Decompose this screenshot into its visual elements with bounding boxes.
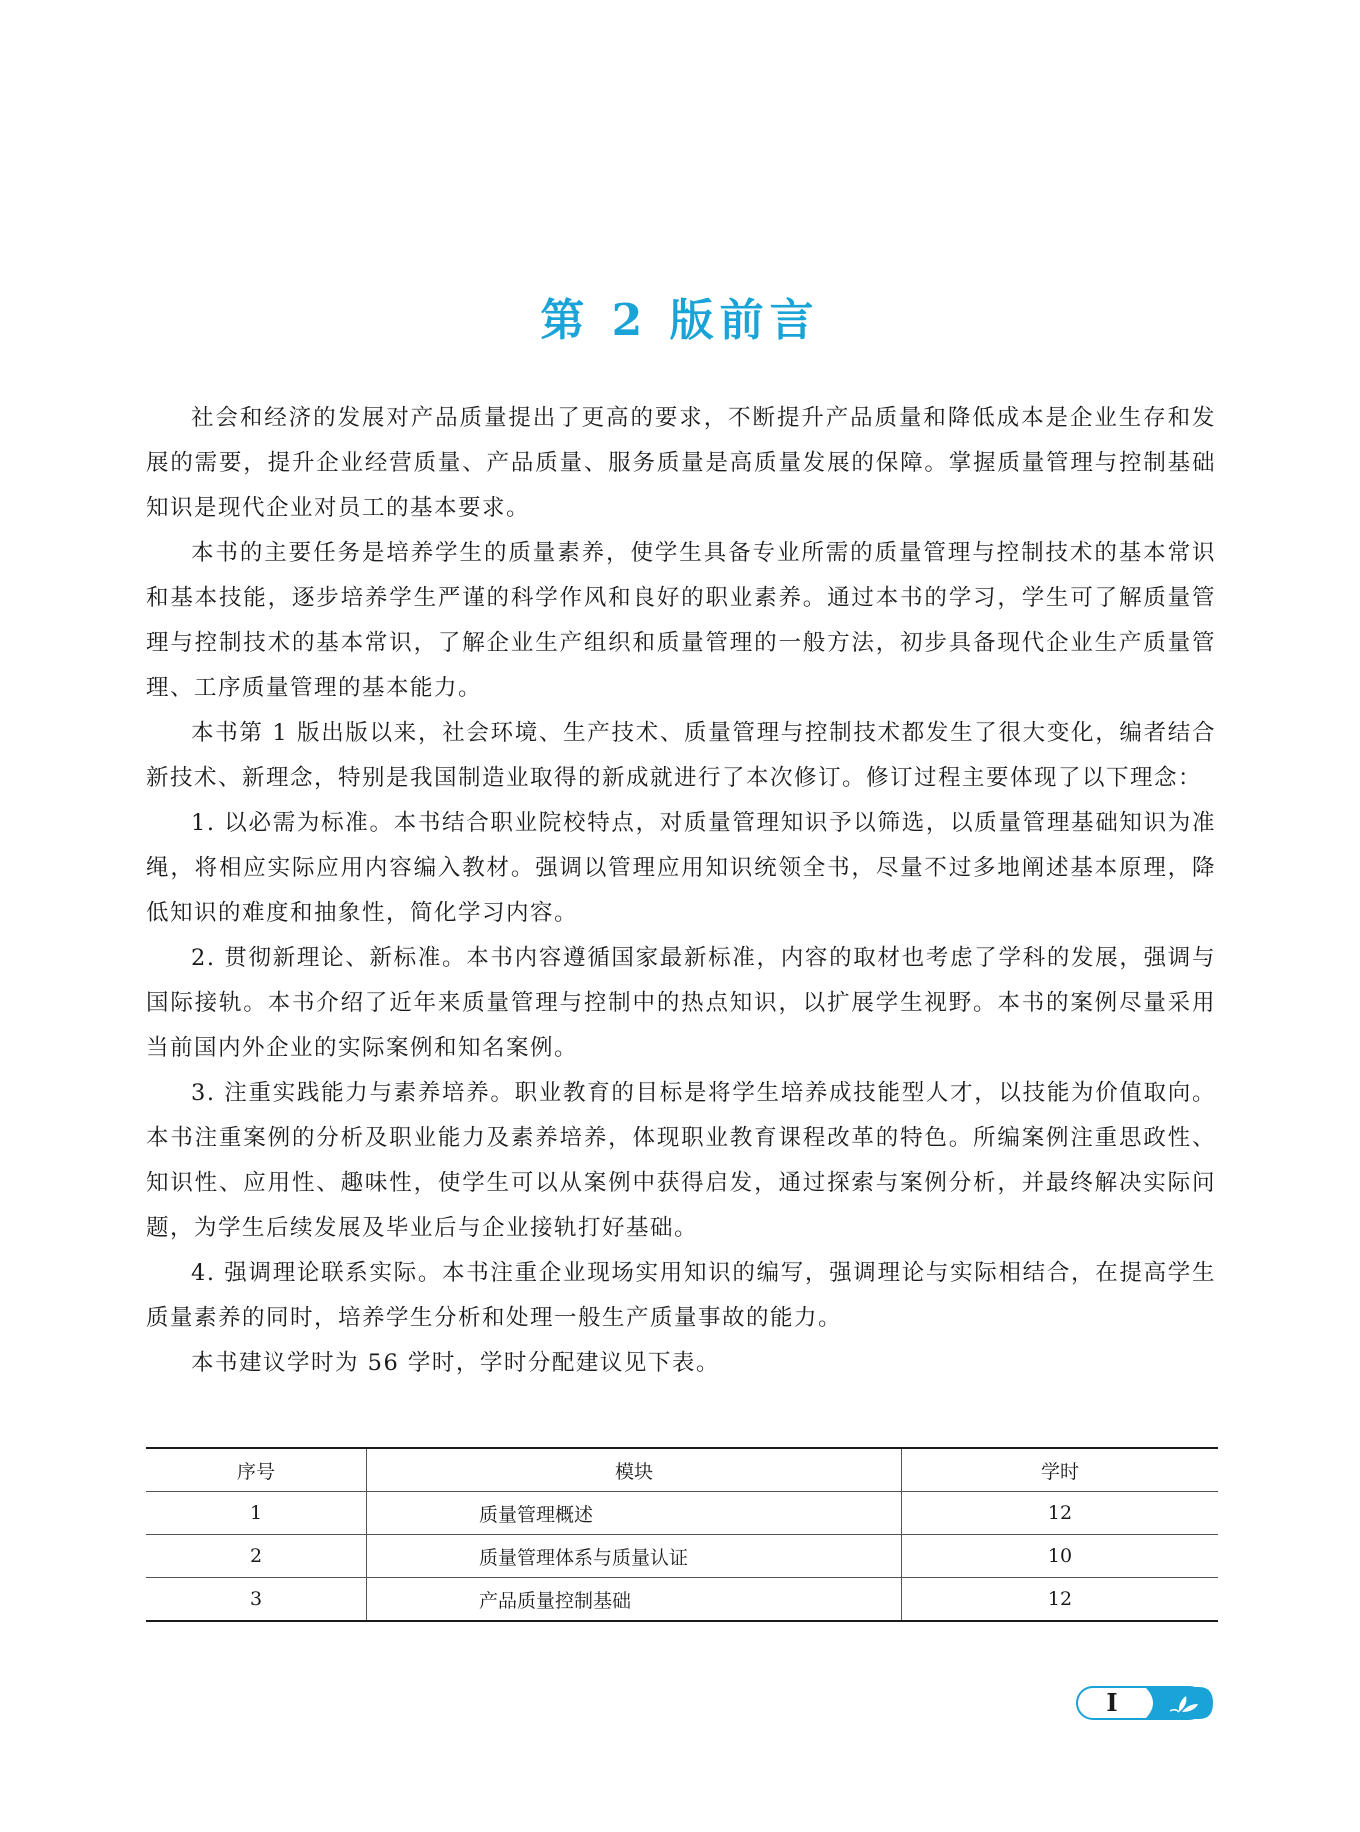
cell-module (367, 1578, 902, 1622)
cell-index: 1 (146, 1492, 367, 1535)
paragraph: 本书建议学时为 56 学时，学时分配建议见下表。 (191, 1350, 720, 1376)
cell-module-text: 质量管理体系与质量认证 (479, 1546, 689, 1569)
table-header-row (146, 1448, 1218, 1492)
paragraph: 4. 强调理论联系实际。本书注重企业现场实用知识的编写，强调理论与实际相结合，在提高学生质量素养的同时，培养学生分析和处理一般生产质量事故的能力。 (146, 1260, 1216, 1331)
table-row (146, 1578, 1218, 1622)
header-cell-hours: 学时 (902, 1448, 1219, 1492)
cell-module (367, 1492, 902, 1535)
page-number: I (1106, 1688, 1118, 1717)
cell-module-text: 产品质量控制基础 (479, 1589, 632, 1612)
cell-module (367, 1535, 902, 1578)
paragraph: 社会和经济的发展对产品质量提出了更高的要求，不断提升产品质量和降低成本是企业生存和发展的需要，提升企业经营质量、产品质量、服务质量是高质量发展的保障。掌握质量管理与控制基础知识是现代企业对员工的基本要求。 (146, 405, 1216, 521)
paragraph: 本书的主要任务是培养学生的质量素养，使学生具备专业所需的质量管理与控制技术的基本常识和基本技能，逐步培养学生严谨的科学作风和良好的职业素养。通过本书的学习，学生可了解质量管理与控制技术的基本常识，了解企业生产组织和质量管理的一般方法，初步具备现代企业生产质量管理、工序质量管理的基本能力。 (146, 540, 1216, 701)
cell-hours: 10 (902, 1535, 1219, 1578)
cell-hours: 12 (902, 1492, 1219, 1535)
preface-body (146, 396, 1216, 1386)
paragraph: 本书第 1 版出版以来，社会环境、生产技术、质量管理与控制技术都发生了很大变化，编者结合新技术、新理念，特别是我国制造业取得的新成就进行了本次修订。修订过程主要体现了以下理念： (146, 720, 1216, 791)
cell-index: 3 (146, 1578, 367, 1622)
header-cell-index: 序号 (146, 1448, 367, 1492)
table-row (146, 1535, 1218, 1578)
cell-index: 2 (146, 1535, 367, 1578)
hours-allocation-table (146, 1447, 1218, 1622)
paragraph: 3. 注重实践能力与素养培养。职业教育的目标是将学生培养成技能型人才，以技能为价值取向。本书注重案例的分析及职业能力及素养培养，体现职业教育课程改革的特色。所编案例注重思政性、知识性、应用性、趣味性，使学生可以从案例中获得启发，通过探索与案例分析，并最终解决实际问题，为学生后续发展及毕业后与企业接轨打好基础。 (146, 1080, 1216, 1241)
paragraph: 1. 以必需为标准。本书结合职业院校特点，对质量管理知识予以筛选，以质量管理基础知识为准绳，将相应实际应用内容编入教材。强调以管理应用知识统领全书，尽量不过多地阐述基本原理，降低知识的难度和抽象性，简化学习内容。 (146, 810, 1216, 926)
header-cell-module: 模块 (367, 1448, 902, 1492)
paragraph: 2. 贯彻新理论、新标准。本书内容遵循国家最新标准，内容的取材也考虑了学科的发展，强调与国际接轨。本书介绍了近年来质量管理与控制中的热点知识，以扩展学生视野。本书的案例尽量采用当前国内外企业的实际案例和知名案例。 (146, 945, 1216, 1061)
cell-hours: 12 (902, 1578, 1219, 1622)
page-title: 第 2 版前言 (540, 295, 820, 347)
table-row (146, 1492, 1218, 1535)
cell-module-text: 质量管理概述 (479, 1503, 594, 1526)
